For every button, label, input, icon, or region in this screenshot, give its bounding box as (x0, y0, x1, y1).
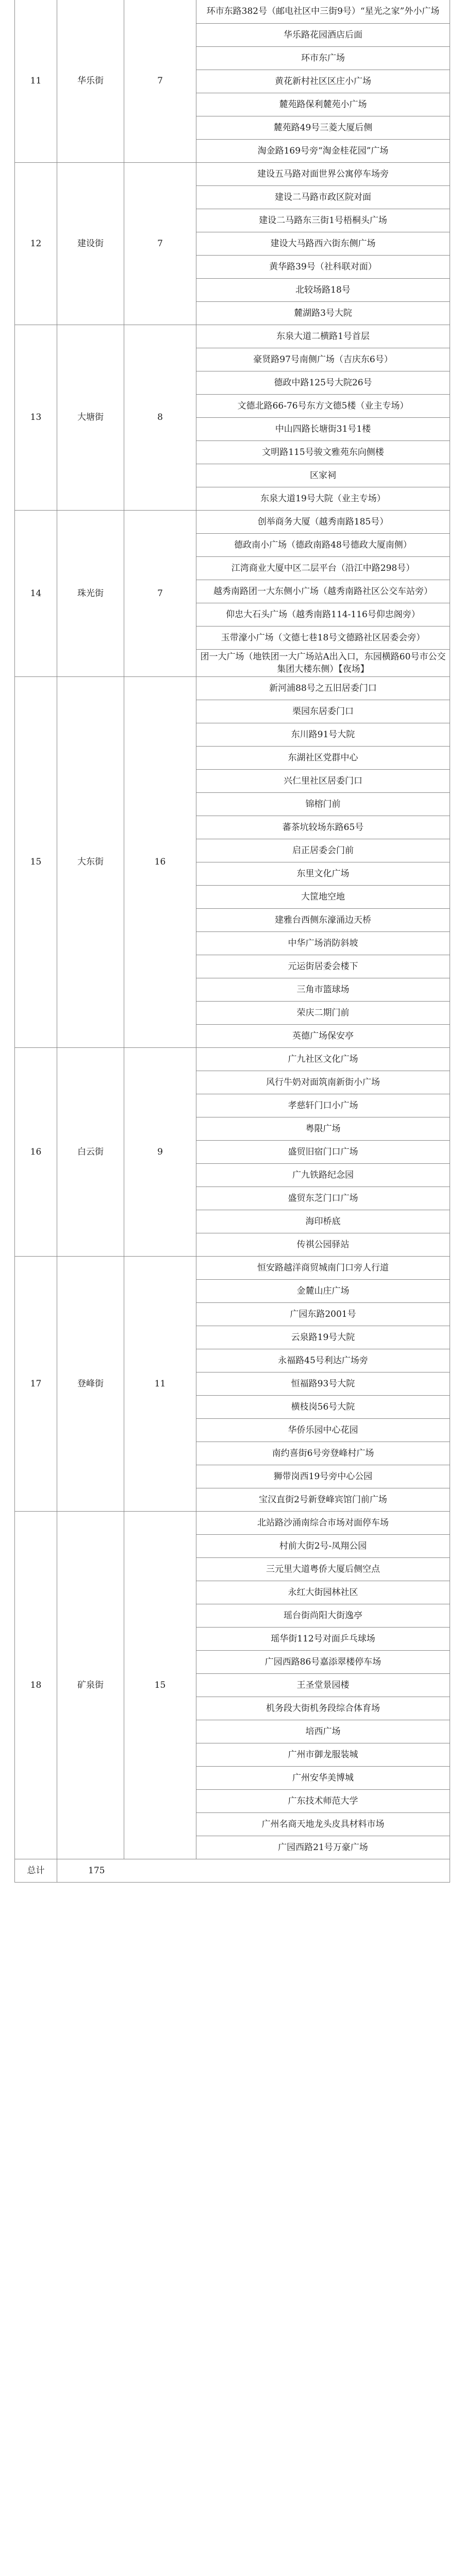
location-cell: 孝慈轩门口小广场 (196, 1094, 450, 1117)
location-cell: 英德广场保安亭 (196, 1024, 450, 1047)
location-cell: 瑶台街尚阳大街逸亭 (196, 1604, 450, 1627)
location-cell: 北较场路18号 (196, 278, 450, 301)
table-row (15, 0, 450, 23)
location-cell: 金麓山庄广场 (196, 1279, 450, 1302)
location-cell: 德政中路125号大院26号 (196, 371, 450, 394)
location-cell: 文明路115号骏文雅苑东向侧楼 (196, 440, 450, 464)
location-count: 16 (124, 676, 196, 1047)
location-cell: 淘金路169号旁“淘金桂花园”广场 (196, 139, 450, 162)
section-number: 15 (15, 676, 57, 1047)
location-cell: 王圣堂景园楼 (196, 1673, 450, 1697)
location-cell: 广九社区文化广场 (196, 1047, 450, 1071)
location-cell: 栗园东居委门口 (196, 700, 450, 723)
location-cell: 三角市篮球场 (196, 978, 450, 1001)
location-cell: 德政南小广场（德政南路48号德政大厦南侧） (196, 533, 450, 556)
section-number: 12 (15, 162, 57, 325)
location-cell: 北站路沙涌南综合市场对面停车场 (196, 1511, 450, 1534)
section-number: 14 (15, 510, 57, 676)
location-cell: 建设二马路市政区院对面 (196, 185, 450, 209)
location-cell: 新河浦88号之五旧居委门口 (196, 676, 450, 700)
location-count: 7 (124, 510, 196, 676)
location-cell: 广州名商天地龙头皮具材料市场 (196, 1812, 450, 1836)
street-name: 白云街 (57, 1047, 124, 1256)
location-count: 9 (124, 1047, 196, 1256)
location-cell: 黄华路39号（社科联对面） (196, 255, 450, 278)
location-cell: 盛贸东芝门口广场 (196, 1187, 450, 1210)
location-cell: 云泉路19号大院 (196, 1326, 450, 1349)
section-number: 16 (15, 1047, 57, 1256)
location-cell: 建设二马路东三街1号梧桐头广场 (196, 209, 450, 232)
table-row (15, 510, 450, 533)
table-row (15, 162, 450, 185)
location-table (14, 0, 450, 1883)
location-cell: 元运街居委会楼下 (196, 955, 450, 978)
location-cell: 建雅台西侧东濠涌边天桥 (196, 908, 450, 931)
location-cell: 东湖社区党群中心 (196, 746, 450, 769)
location-cell: 麓苑路保利麓苑小广场 (196, 93, 450, 116)
street-name: 大东街 (57, 676, 124, 1047)
location-cell: 广园西路21号万豪广场 (196, 1836, 450, 1859)
location-cell: 瑶华街112号对面乒乓球场 (196, 1627, 450, 1650)
total-row (15, 1859, 450, 1882)
location-count: 7 (124, 162, 196, 325)
location-cell: 广九铁路纪念园 (196, 1163, 450, 1187)
location-cell: 蕃茶坑较场东路65号 (196, 816, 450, 839)
location-cell: 机务段大街机务段综合体育场 (196, 1697, 450, 1720)
total-label: 总计 (15, 1859, 57, 1882)
location-cell: 广州安华美博城 (196, 1766, 450, 1789)
location-cell: 荣庆二期门前 (196, 1001, 450, 1024)
location-cell: 华乐路花园酒店后面 (196, 23, 450, 46)
location-cell: 区家祠 (196, 464, 450, 487)
location-cell: 永福路45号利达广场旁 (196, 1349, 450, 1372)
location-cell: 横枝岗56号大院 (196, 1395, 450, 1418)
location-cell: 培西广场 (196, 1720, 450, 1743)
location-cell: 宝汉直街2号新登峰宾馆门前广场 (196, 1488, 450, 1511)
location-cell: 南约喜街6号旁登峰村广场 (196, 1442, 450, 1465)
location-cell: 麓湖路3号大院 (196, 301, 450, 325)
location-cell: 大筐地空地 (196, 885, 450, 908)
location-cell: 永红大街园林社区 (196, 1581, 450, 1604)
location-cell: 玉带濠小广场（文德七巷18号文德路社区居委会旁） (196, 626, 450, 649)
location-cell: 江湾商业大厦中区二层平台（沿江中路298号） (196, 556, 450, 580)
table-body (15, 0, 450, 1882)
table-row (15, 1511, 450, 1534)
total-value: 175 (57, 1859, 450, 1882)
location-cell: 盛贸旧宿门口广场 (196, 1140, 450, 1163)
location-cell: 村前大街2号-凤翔公园 (196, 1534, 450, 1557)
location-cell: 风行牛奶对面筑南新街小广场 (196, 1071, 450, 1094)
location-cell: 环市东路382号（邮电社区中三街9号）“星光之家”外小广场 (196, 0, 450, 23)
location-cell: 广东技术师范大学 (196, 1789, 450, 1812)
location-cell: 东里文化广场 (196, 862, 450, 885)
location-cell: 狮带岗西19号旁中心公园 (196, 1465, 450, 1488)
location-cell: 环市东广场 (196, 46, 450, 70)
location-cell: 海印桥底 (196, 1210, 450, 1233)
section-number: 11 (15, 0, 57, 162)
location-cell: 三元里大道粤侨大厦后侧空点 (196, 1557, 450, 1581)
location-cell: 传祺公园驿站 (196, 1233, 450, 1256)
table-row (15, 676, 450, 700)
location-cell: 创举商务大厦（越秀南路185号） (196, 510, 450, 533)
location-cell: 越秀南路团一大东侧小广场（越秀南路社区公交车站旁） (196, 580, 450, 603)
location-count: 15 (124, 1511, 196, 1859)
table-row (15, 325, 450, 348)
location-cell: 启正居委会门前 (196, 839, 450, 862)
location-cell: 东川路91号大院 (196, 723, 450, 746)
location-cell: 东泉大道二横路1号首层 (196, 325, 450, 348)
location-cell: 恒福路93号大院 (196, 1372, 450, 1395)
location-count: 7 (124, 0, 196, 162)
schedule-page (14, 0, 450, 1883)
location-cell: 黄花新村社区区庄小广场 (196, 70, 450, 93)
location-cell: 建设大马路西六街东侧广场 (196, 232, 450, 255)
location-cell: 广园东路2001号 (196, 1302, 450, 1326)
location-cell: 东泉大道19号大院（业主专场） (196, 487, 450, 510)
location-cell: 华侨乐园中心花园 (196, 1418, 450, 1442)
street-name: 建设街 (57, 162, 124, 325)
street-name: 矿泉街 (57, 1511, 124, 1859)
section-number: 17 (15, 1256, 57, 1511)
table-row (15, 1047, 450, 1071)
street-name: 华乐街 (57, 0, 124, 162)
location-cell: 文德北路66-76号东方文德5楼（业主专场） (196, 394, 450, 417)
location-count: 11 (124, 1256, 196, 1511)
location-cell: 仰忠大石头广场（越秀南路114-116号仰忠阁旁） (196, 603, 450, 626)
table-row (15, 1256, 450, 1279)
location-cell: 麓苑路49号三菱大厦后侧 (196, 116, 450, 139)
section-number: 18 (15, 1511, 57, 1859)
location-cell: 建设五马路对面世界公寓停车场旁 (196, 162, 450, 185)
street-name: 大塘街 (57, 325, 124, 510)
street-name: 登峰街 (57, 1256, 124, 1511)
location-cell: 广园西路86号嘉添翠楼停车场 (196, 1650, 450, 1673)
location-cell: 团一大广场（地铁团一大广场站A出入口，东园横路60号市公交集团大楼东侧）【夜场】 (196, 649, 450, 676)
location-cell: 豪贤路97号南侧广场（吉庆东6号） (196, 348, 450, 371)
street-name: 珠光街 (57, 510, 124, 676)
location-cell: 广州市御龙服装城 (196, 1743, 450, 1766)
section-number: 13 (15, 325, 57, 510)
location-count: 8 (124, 325, 196, 510)
location-cell: 恒安路越洋商贸城南门口旁人行道 (196, 1256, 450, 1279)
location-cell: 中山四路长塘街31号1楼 (196, 417, 450, 440)
location-cell: 兴仁里社区居委门口 (196, 769, 450, 792)
location-cell: 粤限广场 (196, 1117, 450, 1140)
location-cell: 中华广场消防斜坡 (196, 931, 450, 955)
location-cell: 锦榕门前 (196, 792, 450, 816)
